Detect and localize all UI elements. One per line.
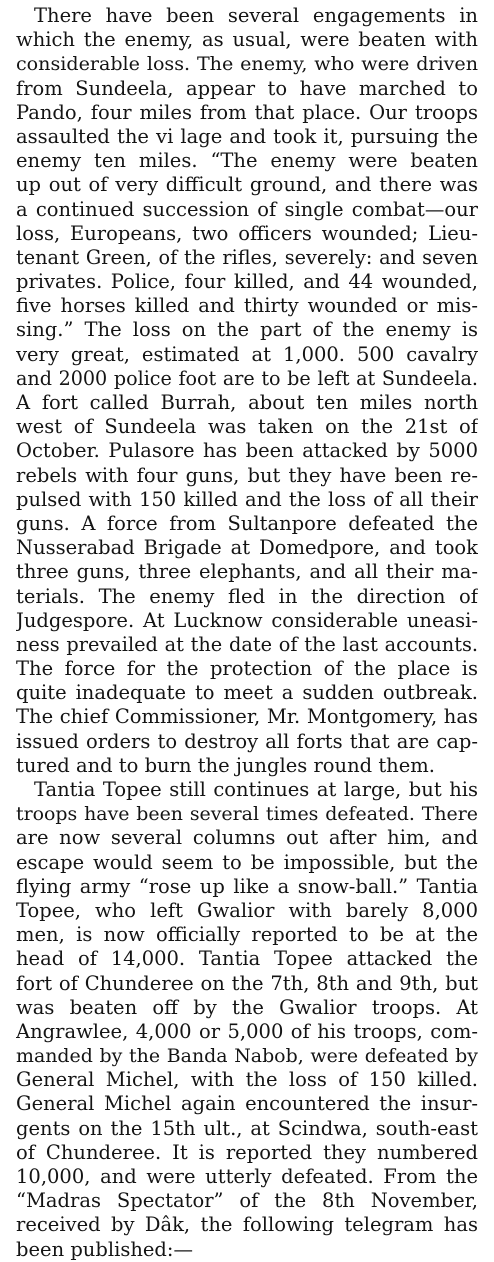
text-line: from Sundeela, appear to have marched to <box>16 76 478 100</box>
text-line: There have been several engagements in <box>34 4 478 27</box>
text-line: guns. A force from Sultanpore defeated the <box>16 511 478 535</box>
text-line: enemy ten miles. “The enemy were beaten <box>16 149 478 173</box>
text-line: The force for the protection of the place is <box>16 657 478 681</box>
text-line: The chief Commissioner, Mr. Montgomery, has <box>16 705 478 729</box>
text-line: five horses killed and thirty wounded or mis- <box>16 294 478 318</box>
text-line: up out of very difficult ground, and there was <box>16 173 478 197</box>
text-line: Angrawlee, 4,000 or 5,000 of his troops, com- <box>16 1019 478 1043</box>
text-line: fort of Chunderee on the 7th, 8th and 9th, but <box>16 971 478 995</box>
text-line: General Michel again encountered the insur- <box>16 1092 478 1116</box>
text-line: very great, estimated at 1,000. 500 cavalry <box>16 342 478 366</box>
text-line: tured and to burn the jungles round them. <box>16 753 435 777</box>
text-line: General Michel, with the loss of 150 killed. <box>16 1068 478 1092</box>
text-line: and 2000 police foot are to be left at Sundeela. <box>16 366 478 390</box>
text-line: three guns, three elephants, and all their ma- <box>16 560 478 584</box>
text-line: which the enemy, as usual, were beaten with <box>16 28 478 52</box>
text-line: terials. The enemy fled in the direction of <box>16 584 478 608</box>
text-line: flying army “rose up like a snow-ball.” Tantia <box>16 874 478 898</box>
text-line: rebels with four guns, but they have been re- <box>16 463 478 487</box>
text-line: ness prevailed at the date of the last accounts. <box>16 632 478 656</box>
text-line: Nusserabad Brigade at Domedpore, and took <box>16 536 478 560</box>
text-line: received by Dâk, the following telegram has <box>16 1213 478 1237</box>
text-line: been published:— <box>16 1237 193 1261</box>
text-line: Pando, four miles from that place. Our troops <box>16 100 478 124</box>
text-line: troops have been several times defeated. There <box>16 803 478 826</box>
text-line: was beaten off by the Gwalior troops. At <box>16 995 478 1019</box>
text-line: Judgespore. At Lucknow considerable uneasi- <box>16 608 478 632</box>
text-line: gents on the 15th ult., at Scindwa, south-east <box>16 1116 478 1140</box>
text-line: a continued succession of single combat—our <box>16 197 478 221</box>
text-line: escape would seem to be impossible, but the <box>16 850 478 874</box>
text-line: considerable loss. The enemy, who were driven <box>16 52 478 76</box>
text-line: issued orders to destroy all forts that are cap- <box>16 729 478 753</box>
text-line: tenant Green, of the rifles, severely: and seven <box>16 245 478 269</box>
text-line: head of 14,000. Tantia Topee attacked the <box>16 947 478 971</box>
text-line: sing.” The loss on the part of the enemy is <box>16 318 478 342</box>
text-line: assaulted the vi lage and took it, pursuing the <box>16 124 478 148</box>
text-line: are now several columns out after him, and <box>16 826 478 850</box>
text-line: of Chunderee. It is reported they numbered <box>16 1140 478 1164</box>
text-line: 10,000, and were utterly defeated. From the <box>16 1165 478 1188</box>
text-line: Tantia Topee still continues at large, but his <box>34 778 478 801</box>
text-line: manded by the Banda Nabob, were defeated by <box>16 1045 478 1068</box>
text-line: quite inadequate to meet a sudden outbreak. <box>16 681 478 705</box>
text-line: men, is now officially reported to be at the <box>16 923 478 947</box>
text-line: October. Pulasore has been attacked by 5000 <box>16 439 478 463</box>
text-line: “Madras Spectator” of the 8th November, <box>16 1189 478 1213</box>
text-line: west of Sundeela was taken on the 21st of <box>16 415 478 439</box>
newspaper-column <box>16 4 478 1262</box>
text-line: pulsed with 150 killed and the loss of all their <box>16 487 478 511</box>
text-line: loss, Europeans, two officers wounded; Lieu- <box>16 221 478 245</box>
text-line: A fort called Burrah, about ten miles north <box>16 391 478 414</box>
article-paragraph <box>16 4 478 778</box>
article-paragraph <box>16 778 478 1262</box>
text-line: privates. Police, four killed, and 44 wounded, <box>16 270 478 294</box>
text-line: Topee, who left Gwalior with barely 8,000 <box>16 898 478 922</box>
